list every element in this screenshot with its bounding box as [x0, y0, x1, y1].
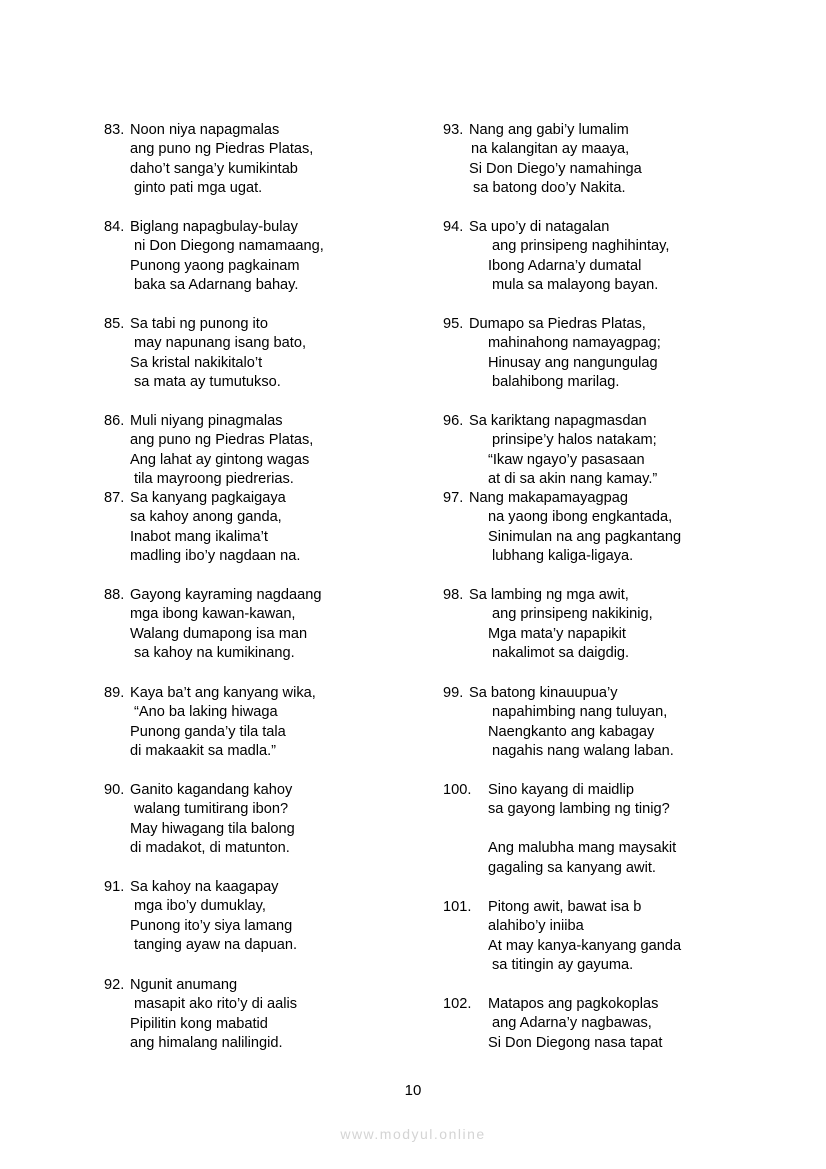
verse-line: Ang lahat ay gintong wagas	[130, 451, 310, 468]
verse-line: Sa kristal nakikitalo’t	[130, 354, 263, 371]
verse-line: “Ano ba laking hiwaga	[134, 704, 278, 721]
stanza-number: 99.	[443, 685, 464, 701]
verse-line: Sa kanyang pagkaigaya	[130, 490, 286, 506]
verse-line: ang puno ng Piedras Platas,	[130, 432, 314, 449]
stanza-number: 98.	[443, 587, 464, 603]
page-number: 10	[404, 1082, 422, 1099]
verse-line: Noon niya napagmalas	[130, 122, 280, 138]
verse-line: walang tumitirang ibon?	[134, 801, 289, 818]
verse-line: Ganito kagandang kahoy	[130, 782, 293, 798]
verse-line: madling ibo’y nagdaan na.	[130, 548, 301, 565]
verse-line: na yaong ibong engkantada,	[488, 509, 673, 526]
verse-line: may napunang isang bato,	[134, 335, 307, 352]
verse-line: Nang makapamayagpag	[469, 490, 629, 506]
stanza-number: 83.	[104, 122, 125, 138]
stanza-number: 92.	[104, 977, 125, 993]
verse-line: ang Adarna’y nagbawas,	[492, 1015, 652, 1032]
verse-line: Ibong Adarna’y dumatal	[488, 257, 642, 274]
verse-line: Naengkanto ang kabagay	[488, 723, 655, 740]
verse-line: May hiwagang tila balong	[130, 820, 295, 837]
verse-line: mahinahong namayagpag;	[488, 335, 661, 352]
verse-line: Sa kariktang napagmasdan	[469, 413, 647, 429]
verse-line: ang puno ng Piedras Platas,	[130, 141, 314, 158]
stanza-number: 93.	[443, 122, 464, 138]
verse-line: mga ibo’y dumuklay,	[134, 898, 266, 915]
verse-line: Sa tabi ng punong ito	[130, 316, 268, 332]
verse-line: di makaakit sa madla.”	[130, 743, 276, 760]
verse-line: Ngunit anumang	[130, 977, 238, 993]
verse-line: Dumapo sa Piedras Platas,	[469, 316, 646, 332]
verse-line: Ang malubha mang maysakit	[488, 840, 677, 857]
verse-line: Si Don Diegong nasa tapat	[488, 1034, 663, 1051]
verse-line: daho’t sanga’y kumikintab	[130, 160, 298, 177]
verse-line: Sa upo’y di natagalan	[469, 219, 610, 235]
stanza-number: 100.	[443, 782, 472, 798]
verse-line: lubhang kaliga-ligaya.	[492, 548, 634, 565]
stanza-number: 86.	[104, 413, 125, 429]
verse-line: mula sa malayong bayan.	[492, 277, 659, 294]
verse-line: ang himalang nalilingid.	[130, 1035, 283, 1052]
verse-line: Walang dumapong isa man	[130, 625, 308, 642]
stanza-number: 89.	[104, 685, 125, 701]
verse-line: mga ibong kawan-kawan,	[130, 606, 296, 623]
verse-line: baka sa Adarnang bahay.	[134, 277, 299, 294]
verse-line: sa batong doo’y Nakita.	[473, 180, 626, 197]
verse-line: Sa batong kinauupua’y	[469, 685, 618, 701]
verse-line: Punong ito’y siya lamang	[130, 917, 293, 934]
stanza-number: 94.	[443, 219, 464, 235]
verse-line: ang prinsipeng naghihintay,	[492, 238, 670, 255]
verse-line: Biglang napagbulay-bulay	[130, 219, 298, 235]
stanza-number: 102.	[443, 996, 472, 1012]
verse-line: Sinimulan na ang pagkantang	[488, 528, 682, 545]
verse-line: napahimbing nang tuluyan,	[492, 704, 668, 721]
stanza-number: 101.	[443, 899, 472, 915]
stanza-number: 97.	[443, 490, 464, 506]
verse-line: At may kanya-kanyang ganda	[488, 937, 682, 954]
verse-line: Punong ganda’y tila tala	[130, 723, 286, 740]
verse-line: nagahis nang walang laban.	[492, 743, 674, 760]
verse-line: Pipilitin kong mabatid	[130, 1015, 268, 1032]
verse-line: Matapos ang pagkokoplas	[488, 996, 659, 1012]
verse-line: sa kahoy na kumikinang.	[134, 645, 295, 662]
verse-line: ginto pati mga ugat.	[134, 180, 263, 197]
stanza-number: 91.	[104, 879, 125, 895]
verse-line: na kalangitan ay maaya,	[471, 141, 630, 158]
verse-line: Sa lambing ng mga awit,	[469, 587, 629, 603]
verse-line: sa mata ay tumutukso.	[134, 374, 281, 391]
verse-line: Hinusay ang nangungulag	[488, 354, 658, 371]
verse-line: sa kahoy anong ganda,	[130, 509, 282, 526]
stanza-number: 84.	[104, 219, 125, 235]
verse-line: Nang ang gabi’y lumalim	[469, 122, 629, 138]
verse-line: Gayong kayraming nagdaang	[130, 587, 322, 603]
verse-line: tanging ayaw na dapuan.	[134, 937, 298, 954]
verse-line: at di sa akin nang kamay.”	[488, 471, 658, 488]
verse-line: Inabot mang ikalima’t	[130, 528, 268, 545]
verse-line: Si Don Diego’y namahinga	[469, 160, 642, 177]
stanza-number: 87.	[104, 490, 125, 506]
verse-line: Kaya ba’t ang kanyang wika,	[130, 685, 316, 701]
verse-line: Sa kahoy na kaagapay	[130, 879, 279, 895]
verse-line: ni Don Diegong namamaang,	[134, 238, 324, 255]
verse-line: Mga mata’y napapikit	[488, 625, 626, 642]
watermark-text: www.modyul.online	[340, 1126, 486, 1142]
stanza-number: 90.	[104, 782, 125, 798]
verse-line: sa titingin ay gayuma.	[492, 957, 634, 974]
verse-line: Muli niyang pinagmalas	[130, 413, 283, 429]
verse-line: masapit ako rito’y di aalis	[134, 996, 298, 1013]
verse-line: balahibong marilag.	[492, 374, 620, 391]
verse-line: “Ikaw ngayo’y pasasaan	[488, 451, 645, 468]
verse-line: Pitong awit, bawat isa b	[488, 899, 642, 915]
stanza-number: 95.	[443, 316, 464, 332]
stanza-number: 96.	[443, 413, 464, 429]
verse-line: tila mayroong piedrerias.	[134, 471, 294, 488]
stanza-number: 85.	[104, 316, 125, 332]
verse-line: nakalimot sa daigdig.	[492, 645, 630, 662]
verse-line: prinsipe’y halos natakam;	[492, 432, 657, 449]
verse-line: sa gayong lambing ng tinig?	[488, 801, 670, 818]
verse-line: Sino kayang di maidlip	[488, 782, 635, 798]
verse-line: gagaling sa kanyang awit.	[488, 859, 656, 876]
stanza-number: 88.	[104, 587, 125, 603]
verse-line: ang prinsipeng nakikinig,	[492, 606, 653, 623]
verse-line: Punong yaong pagkainam	[130, 257, 300, 274]
verse-line: alahibo’y iniiba	[488, 918, 584, 935]
verse-line: di madakot, di matunton.	[130, 840, 290, 857]
